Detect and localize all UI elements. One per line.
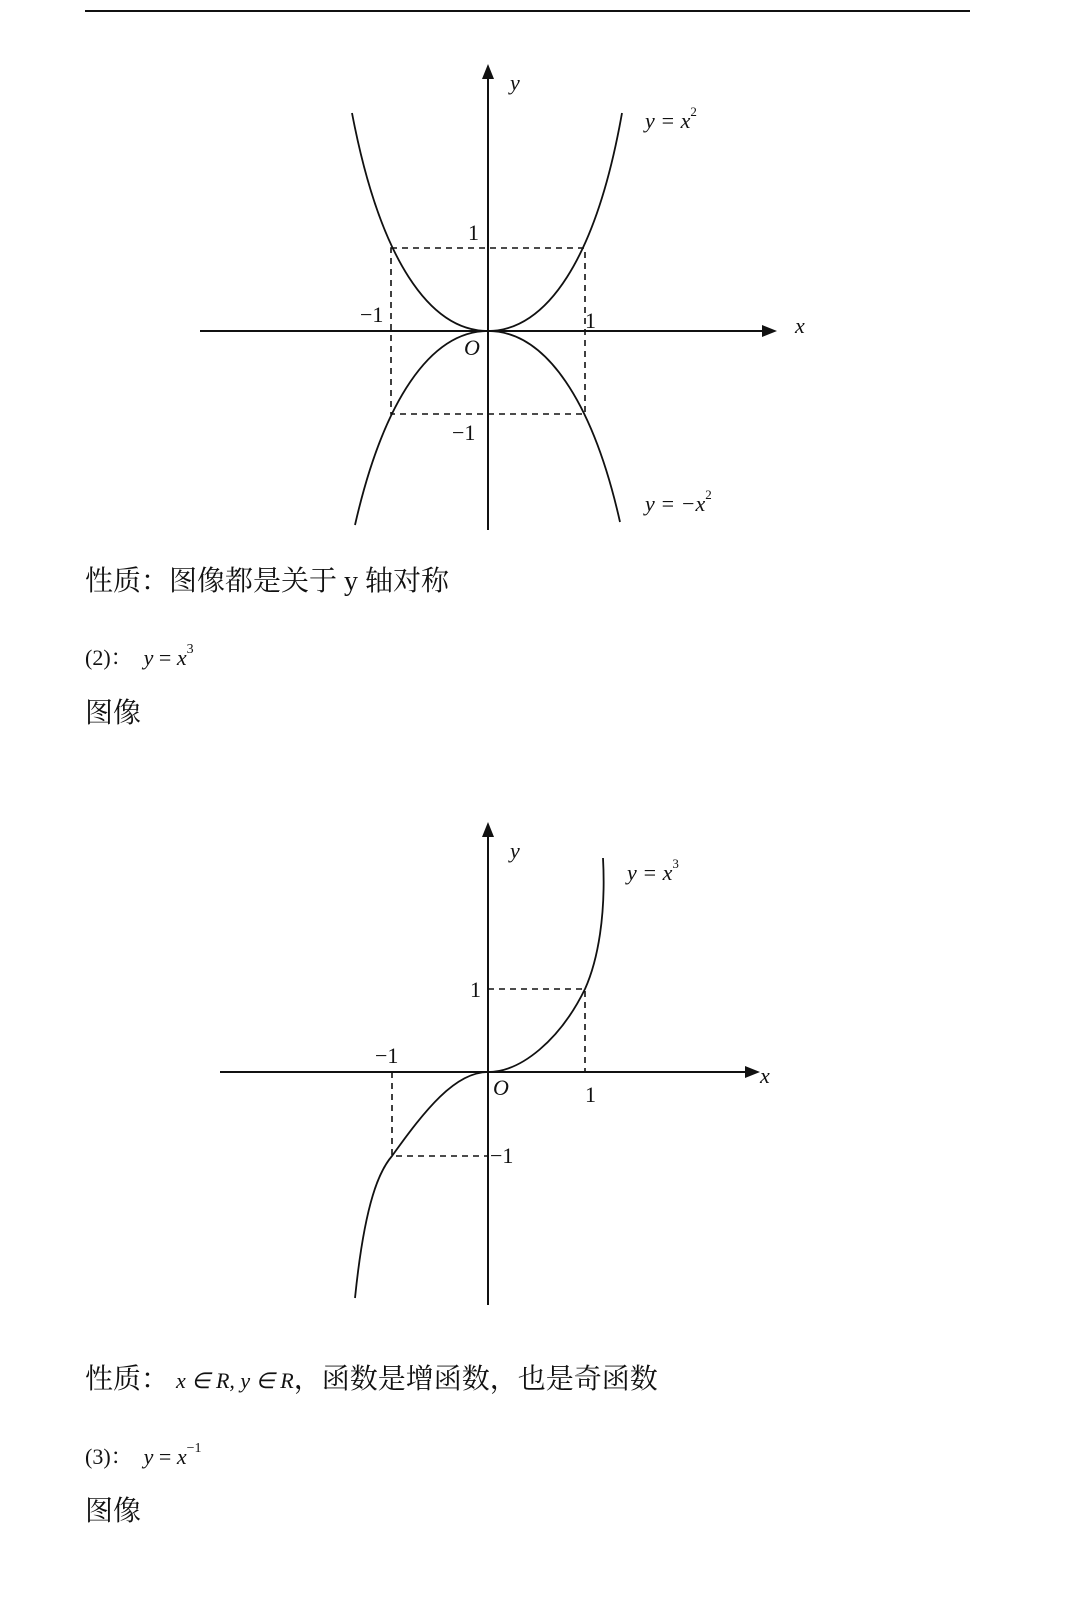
tick-label-y-neg1: −1 [490,1143,514,1168]
guide-to-neg1-neg1 [392,1072,488,1156]
image-label-3: 图像 [85,1496,142,1527]
curve-label-neg-x-squared: $y = -x^2$ [645,487,712,516]
property-text: 图像都是关于 y 轴对称 [169,566,450,597]
tick-label-x-neg1: −1 [375,1043,399,1068]
curve-label-x-cubed: $y = x^3$ [627,856,679,885]
tick-label-y-neg1: −1 [452,420,476,445]
tick-label-y-1: 1 [470,977,481,1002]
curve-label-x-squared: $y = x^2$ [645,104,697,133]
section-index: (3)： [85,1444,133,1469]
guide-to-1-1 [488,989,585,1072]
tick-label-x-1: 1 [585,308,596,333]
section-3-heading [85,1432,202,1474]
property-line-2 [85,1363,658,1398]
section-index: (2)： [85,645,133,670]
property-text: 函数是增函数，也是奇函数 [321,1364,658,1395]
property-label: 性质： [85,1364,170,1395]
tick-label-x-1: 1 [585,1082,596,1107]
x-axis-label: x [795,313,805,338]
y-axis-label: y [510,70,520,95]
tick-label-y-1: 1 [468,220,479,245]
y-axis-arrow-icon [482,822,494,837]
origin-label: O [493,1075,509,1100]
origin-label: O [464,335,480,360]
x-axis-label: x [760,1063,770,1088]
property-sep: ， [293,1364,322,1395]
tick-label-x-neg1: −1 [360,302,384,327]
property-math: x ∈ R, y ∈ R [176,1368,294,1393]
image-label-2: 图像 [85,698,142,729]
property-label: 性质： [85,566,170,597]
formula: $y = x^{-1}$ [143,1441,202,1469]
x-axis-arrow-icon [745,1066,760,1078]
formula: $y = x^3$ [143,642,194,670]
y-axis-label: y [510,838,520,863]
